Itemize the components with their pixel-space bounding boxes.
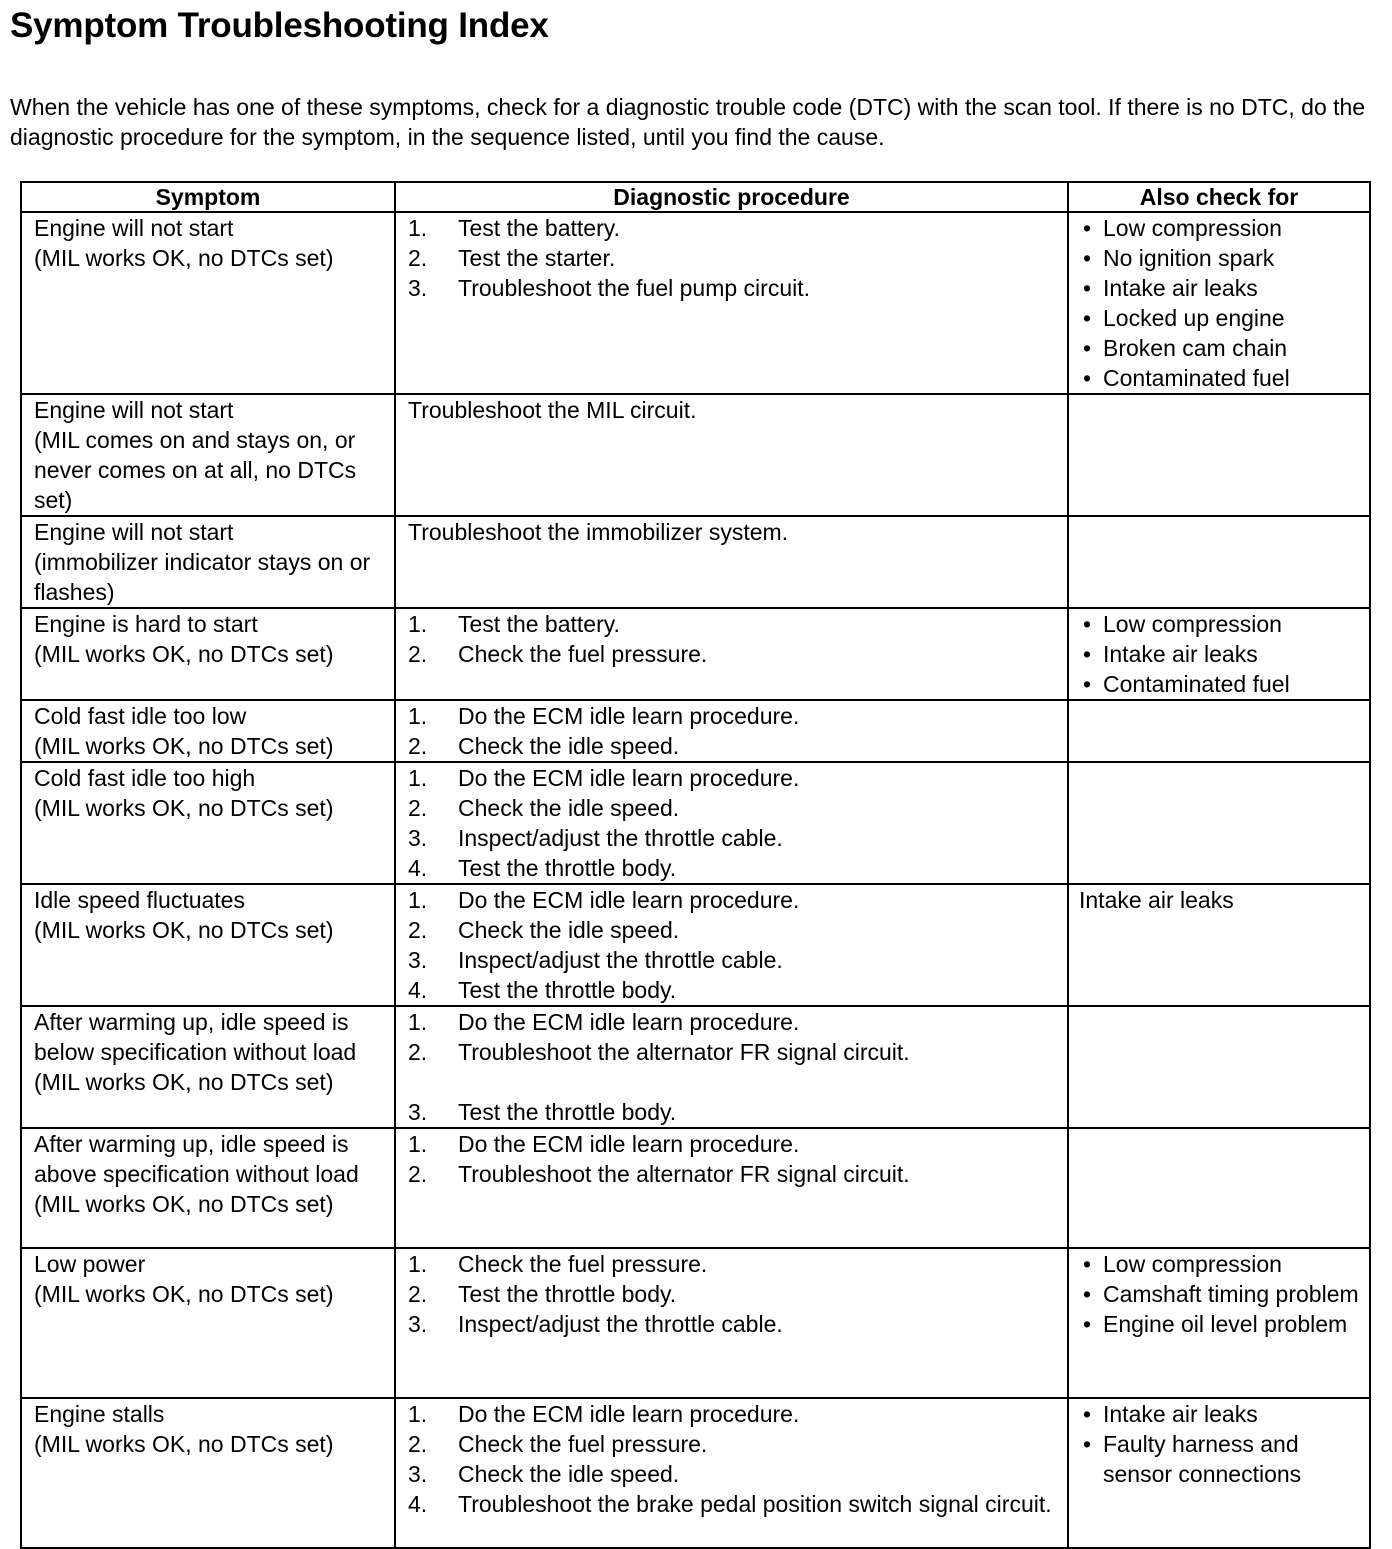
step-text: Check the fuel pressure. — [458, 1431, 708, 1457]
step-number: 1. — [408, 1251, 428, 1277]
also-check-cell — [1068, 700, 1370, 762]
step-number: 2. — [408, 641, 428, 667]
step-number: 3. — [408, 275, 428, 301]
symptom-condition: (MIL works OK, no DTCs set) — [34, 1191, 334, 1217]
procedure-cell — [395, 1128, 1068, 1248]
symptom-cell — [21, 516, 395, 608]
symptom-cell — [21, 1006, 395, 1128]
procedure-cell — [395, 212, 1068, 394]
symptom-condition: (MIL works OK, no DTCs set) — [34, 1069, 334, 1095]
also-check-cell — [1068, 608, 1370, 700]
step-number: 2. — [408, 245, 428, 271]
procedure-step — [408, 1489, 1059, 1519]
procedure-step — [408, 1037, 1059, 1067]
procedure-cell — [395, 762, 1068, 884]
step-number: 2. — [408, 1039, 428, 1065]
step-number: 2. — [408, 733, 428, 759]
procedure-cell — [395, 700, 1068, 762]
table-row — [21, 884, 1370, 1006]
symptom-cell — [21, 884, 395, 1006]
procedure-steps — [408, 1007, 1059, 1127]
step-text: Check the idle speed. — [458, 917, 680, 943]
table-row — [21, 516, 1370, 608]
symptom-name: Cold fast idle too low — [34, 703, 247, 729]
symptom-name: After warming up, idle speed is above specification without load — [34, 1131, 359, 1187]
symptom-name: Low power — [34, 1251, 146, 1277]
step-number: 2. — [408, 917, 428, 943]
also-check-cell — [1068, 1398, 1370, 1548]
step-text: Test the battery. — [458, 215, 620, 241]
table-row — [21, 700, 1370, 762]
step-number: 2. — [408, 1161, 428, 1187]
procedure-step — [408, 1459, 1059, 1489]
also-check-item: • Camshaft timing problem — [1079, 1279, 1361, 1309]
procedure-step — [408, 915, 1059, 945]
symptom-cell — [21, 700, 395, 762]
step-text: Test the throttle body. — [458, 1099, 677, 1125]
symptom-condition: (MIL works OK, no DTCs set) — [34, 795, 334, 821]
step-number: 1. — [408, 1131, 428, 1157]
procedure-step — [408, 243, 1059, 273]
also-check-item: • Low compression — [1079, 1249, 1361, 1279]
procedure-step — [408, 853, 1059, 883]
procedure-steps — [408, 1399, 1059, 1519]
procedure-text: Troubleshoot the immobilizer system. — [408, 519, 789, 545]
procedure-steps — [408, 609, 1059, 669]
also-check-list — [1079, 1399, 1361, 1489]
also-check-cell — [1068, 212, 1370, 394]
step-text: Do the ECM idle learn procedure. — [458, 765, 800, 791]
procedure-step — [408, 1309, 1059, 1339]
symptom-condition: (MIL works OK, no DTCs set) — [34, 1281, 334, 1307]
symptom-cell — [21, 212, 395, 394]
procedure-steps — [408, 701, 1059, 761]
also-check-item: • Intake air leaks — [1079, 1399, 1361, 1429]
also-check-list — [1079, 609, 1361, 699]
procedure-step — [408, 701, 1059, 731]
symptom-condition: (MIL works OK, no DTCs set) — [34, 733, 334, 759]
step-text: Inspect/adjust the throttle cable. — [458, 825, 783, 851]
page-title: Symptom Troubleshooting Index — [10, 6, 549, 45]
procedure-cell — [395, 1398, 1068, 1548]
also-check-item: • Intake air leaks — [1079, 639, 1361, 669]
procedure-step — [408, 885, 1059, 915]
procedure-steps — [408, 1249, 1059, 1339]
header-diagnostic-procedure: Diagnostic procedure — [395, 182, 1068, 212]
step-number: 3. — [408, 825, 428, 851]
symptom-name: Engine is hard to start — [34, 611, 258, 637]
also-check-item: • Locked up engine — [1079, 303, 1361, 333]
symptom-condition: (MIL works OK, no DTCs set) — [34, 641, 334, 667]
also-check-item: • No ignition spark — [1079, 243, 1361, 273]
procedure-step — [408, 945, 1059, 975]
procedure-cell — [395, 884, 1068, 1006]
procedure-text: Troubleshoot the MIL circuit. — [408, 397, 697, 423]
table-row — [21, 608, 1370, 700]
step-number: 3. — [408, 1461, 428, 1487]
table-row — [21, 1128, 1370, 1248]
step-text: Troubleshoot the alternator FR signal circuit. — [458, 1161, 910, 1187]
step-text: Check the fuel pressure. — [458, 641, 708, 667]
symptom-condition: (immobilizer indicator stays on or flashes) — [34, 549, 371, 605]
symptom-cell — [21, 608, 395, 700]
step-text: Troubleshoot the brake pedal position switch signal circuit. — [458, 1491, 1052, 1517]
header-also-check-for: Also check for — [1068, 182, 1370, 212]
also-check-list — [1079, 213, 1361, 393]
table-body — [21, 212, 1370, 1548]
step-number: 1. — [408, 1401, 428, 1427]
step-text: Do the ECM idle learn procedure. — [458, 703, 800, 729]
procedure-cell — [395, 516, 1068, 608]
procedure-steps — [408, 1129, 1059, 1189]
also-check-cell — [1068, 516, 1370, 608]
procedure-step — [408, 763, 1059, 793]
procedure-cell — [395, 1248, 1068, 1398]
also-check-cell — [1068, 394, 1370, 516]
symptom-cell — [21, 394, 395, 516]
procedure-step — [408, 1399, 1059, 1429]
symptom-name: Engine will not start — [34, 215, 234, 241]
symptom-name: Idle speed fluctuates — [34, 887, 245, 913]
also-check-cell — [1068, 1006, 1370, 1128]
also-check-cell — [1068, 762, 1370, 884]
step-number: 1. — [408, 703, 428, 729]
step-number: 1. — [408, 215, 428, 241]
procedure-step — [408, 609, 1059, 639]
also-check-item: • Low compression — [1079, 609, 1361, 639]
also-check-item: • Intake air leaks — [1079, 273, 1361, 303]
step-number: 1. — [408, 1009, 428, 1035]
also-check-item: • Contaminated fuel — [1079, 363, 1361, 393]
also-check-item: • Faulty harness and sensor connections — [1079, 1429, 1361, 1489]
step-text: Test the throttle body. — [458, 855, 677, 881]
symptom-cell — [21, 1248, 395, 1398]
procedure-steps — [408, 763, 1059, 883]
procedure-cell — [395, 608, 1068, 700]
symptom-cell — [21, 1128, 395, 1248]
procedure-step — [408, 273, 1059, 303]
symptom-name: Engine will not start — [34, 397, 234, 423]
also-check-item: • Broken cam chain — [1079, 333, 1361, 363]
table-row — [21, 212, 1370, 394]
step-number: 3. — [408, 1099, 428, 1125]
symptom-condition: (MIL comes on and stays on, or never comes on at all, no DTCs set) — [34, 427, 357, 513]
procedure-step — [408, 1159, 1059, 1189]
also-check-item: • Engine oil level problem — [1079, 1309, 1361, 1339]
also-check-item: • Contaminated fuel — [1079, 669, 1361, 699]
step-text: Troubleshoot the alternator FR signal circuit. — [458, 1039, 910, 1065]
procedure-step — [408, 975, 1059, 1005]
table-header-row — [21, 182, 1370, 212]
step-text: Troubleshoot the fuel pump circuit. — [458, 275, 810, 301]
table-row — [21, 1006, 1370, 1128]
symptom-cell — [21, 1398, 395, 1548]
procedure-step — [408, 1279, 1059, 1309]
procedure-step — [408, 1097, 1059, 1127]
procedure-cell — [395, 1006, 1068, 1128]
step-text: Test the throttle body. — [458, 1281, 677, 1307]
symptom-name: Cold fast idle too high — [34, 765, 256, 791]
procedure-step — [408, 793, 1059, 823]
step-number: 4. — [408, 977, 428, 1003]
step-text: Inspect/adjust the throttle cable. — [458, 947, 783, 973]
also-check-cell — [1068, 1128, 1370, 1248]
intro-text: When the vehicle has one of these symptoms, check for a diagnostic trouble code (DTC) with the scan tool. If there is no DTC, do the diagnostic procedure for the symptom, in the sequence listed, until you find the cause. — [10, 94, 1366, 150]
also-check-text: Intake air leaks — [1079, 887, 1234, 913]
procedure-step — [408, 1429, 1059, 1459]
step-number: 2. — [408, 795, 428, 821]
symptom-name: Engine will not start — [34, 519, 234, 545]
procedure-step — [408, 639, 1059, 669]
also-check-cell — [1068, 1248, 1370, 1398]
also-check-list — [1079, 1249, 1361, 1339]
procedure-steps — [408, 213, 1059, 303]
step-number: 2. — [408, 1431, 428, 1457]
procedure-step — [408, 823, 1059, 853]
step-number: 3. — [408, 1311, 428, 1337]
table-row — [21, 1398, 1370, 1548]
symptom-condition: (MIL works OK, no DTCs set) — [34, 1431, 334, 1457]
step-number: 4. — [408, 1491, 428, 1517]
step-number: 3. — [408, 947, 428, 973]
step-text: Inspect/adjust the throttle cable. — [458, 1311, 783, 1337]
step-text: Check the fuel pressure. — [458, 1251, 708, 1277]
table-row — [21, 1248, 1370, 1398]
step-text: Do the ECM idle learn procedure. — [458, 887, 800, 913]
step-number: 2. — [408, 1281, 428, 1307]
symptom-name: After warming up, idle speed is below specification without load — [34, 1009, 357, 1065]
step-text: Test the throttle body. — [458, 977, 677, 1003]
also-check-item: • Low compression — [1079, 213, 1361, 243]
step-number: 1. — [408, 765, 428, 791]
header-symptom: Symptom — [21, 182, 395, 212]
procedure-steps — [408, 885, 1059, 1005]
symptom-condition: (MIL works OK, no DTCs set) — [34, 245, 334, 271]
symptom-condition: (MIL works OK, no DTCs set) — [34, 917, 334, 943]
step-number: 1. — [408, 611, 428, 637]
procedure-step — [408, 731, 1059, 761]
step-text: Do the ECM idle learn procedure. — [458, 1009, 800, 1035]
step-text: Do the ECM idle learn procedure. — [458, 1401, 800, 1427]
step-text: Check the idle speed. — [458, 733, 680, 759]
procedure-step — [408, 1007, 1059, 1037]
procedure-step — [408, 213, 1059, 243]
table-row — [21, 762, 1370, 884]
also-check-cell — [1068, 884, 1370, 1006]
step-number: 4. — [408, 855, 428, 881]
symptom-table — [20, 181, 1371, 1549]
symptom-cell — [21, 762, 395, 884]
step-text: Test the battery. — [458, 611, 620, 637]
step-text: Check the idle speed. — [458, 795, 680, 821]
symptom-name: Engine stalls — [34, 1401, 165, 1427]
step-text: Check the idle speed. — [458, 1461, 680, 1487]
step-text: Do the ECM idle learn procedure. — [458, 1131, 800, 1157]
table-row — [21, 394, 1370, 516]
procedure-step — [408, 1249, 1059, 1279]
procedure-cell — [395, 394, 1068, 516]
procedure-step — [408, 1129, 1059, 1159]
step-number: 1. — [408, 887, 428, 913]
step-text: Test the starter. — [458, 245, 616, 271]
